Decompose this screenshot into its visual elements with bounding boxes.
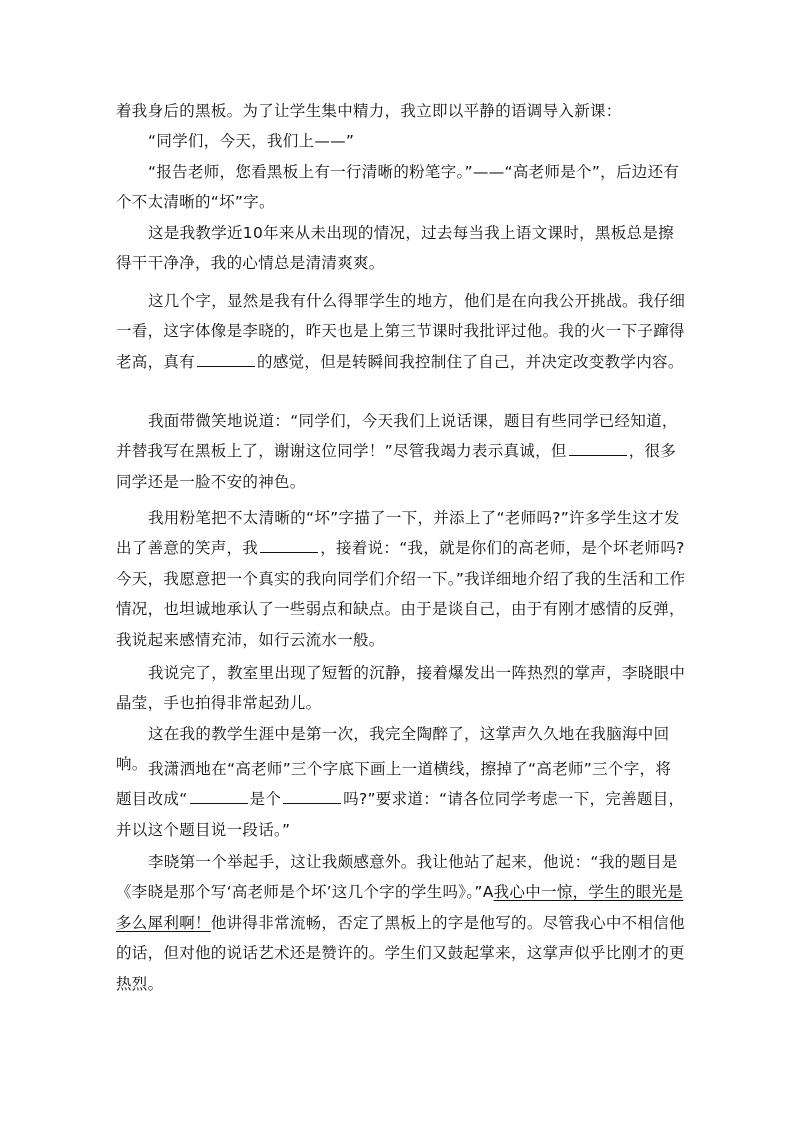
fill-blank-1[interactable] (197, 365, 255, 367)
fill-blank-3[interactable] (260, 551, 318, 553)
paragraph-3: “报告老师，您看黑板上有一行清晰的粉笔字。”——“高老师是个”，后边还有个不太清晰的“坏”字。 (116, 163, 680, 212)
paragraph-5 (116, 286, 686, 377)
paragraph-6-text-b: ，很多同学还是一脸不安的神色。 (116, 442, 677, 491)
paragraph-6 (116, 406, 686, 497)
paragraph-10-text-c: 吗?”要求道：“请各位同学考虑一下，完善题目，并以这个题目说一段话。” (116, 790, 685, 839)
paragraph-11 (116, 847, 686, 999)
paragraph-4: 这是我教学近10年来从未出现的情况，过去每当我上语文课时，黑板总是擦得干干净净，我的心情总是清清爽爽。 (116, 224, 674, 273)
paragraph-10-text-a: 我潇洒地在“高老师”三个字底下画上一道横线，擦掉了“高老师”三个字，将题目改成“ (116, 760, 672, 809)
paragraph-6-text-a: 我面带微笑地说道：“同学们，今天我们上说话课，题目有些同学已经知道，并替我写在黑板上了，谢谢这位同学！”尽管我竭力表示真诚，但 (116, 412, 678, 461)
marker-a: A (482, 883, 494, 902)
fill-blank-4[interactable] (190, 802, 248, 804)
paragraph-5-text-a: 这几个字，显然是我有什么得罪学生的地方，他们是在向我公开挑战。我仔细一看，这字体像是李晓的，昨天也是上第三节课时我批评过他。我的火一下子蹿得老高，真有 (116, 292, 686, 371)
paragraph-5-text-b: 的感觉，但是转瞬间我控制住了自己，并决定改变教学内容。 (257, 352, 684, 371)
paragraph-9: 这在我的教学生涯中是第一次，我完全陶醉了，这掌声久久地在我脑海中回响。 (116, 725, 670, 774)
underlined-sentence: 我心中一惊，学生的眼光是多么犀利啊！ (116, 883, 684, 932)
paragraph-8: 我说完了，教室里出现了短暂的沉静，接着爆发出一阵热烈的掌声，李晓眼中晶莹，手也拍得非常起劲儿。 (116, 664, 686, 713)
paragraph-11-text-a: 李晓第一个举起手，这让我颇感意外。我让他站了起来，他说：“我的题目是《李晓是那个写‘高老师是个坏’这几个字的学生吗》。” (116, 853, 678, 902)
fill-blank-5[interactable] (283, 802, 341, 804)
paragraph-7-text-b: ，接着说：“我，就是你们的高老师，是个坏老师吗?今天，我愿意把一个真实的我向同学们介绍一下。”我详细地介绍了我的生活和工作情况，也坦诚地承认了一些弱点和缺点。由于是谈自己，由于有刚才感情的反弹，我说起来感情充沛，如行云流水一般。 (116, 539, 686, 649)
paragraph-7-text-a: 我用粉笔把不太清晰的“坏”字描了一下，并添上了“老师吗?”许多学生这才发出了善意的笑声，我 (116, 509, 680, 558)
paragraph-7 (116, 503, 686, 655)
paragraph-10 (116, 754, 686, 845)
paragraph-2: “同学们，今天，我们上——” (148, 132, 355, 150)
fill-blank-2[interactable] (569, 454, 627, 456)
paragraph-1: 着我身后的黑板。为了让学生集中精力，我立即以平静的语调导入新课： (116, 102, 622, 120)
paragraph-10-text-b: 是个 (249, 790, 282, 809)
paragraph-11-text-d: 他讲得非常流畅，否定了黑板上的字是他写的。尽管我心中不相信他的话，但对他的说话艺术还是赞许的。学生们又鼓起掌来，这掌声似乎比刚才的更热烈。 (116, 913, 685, 993)
